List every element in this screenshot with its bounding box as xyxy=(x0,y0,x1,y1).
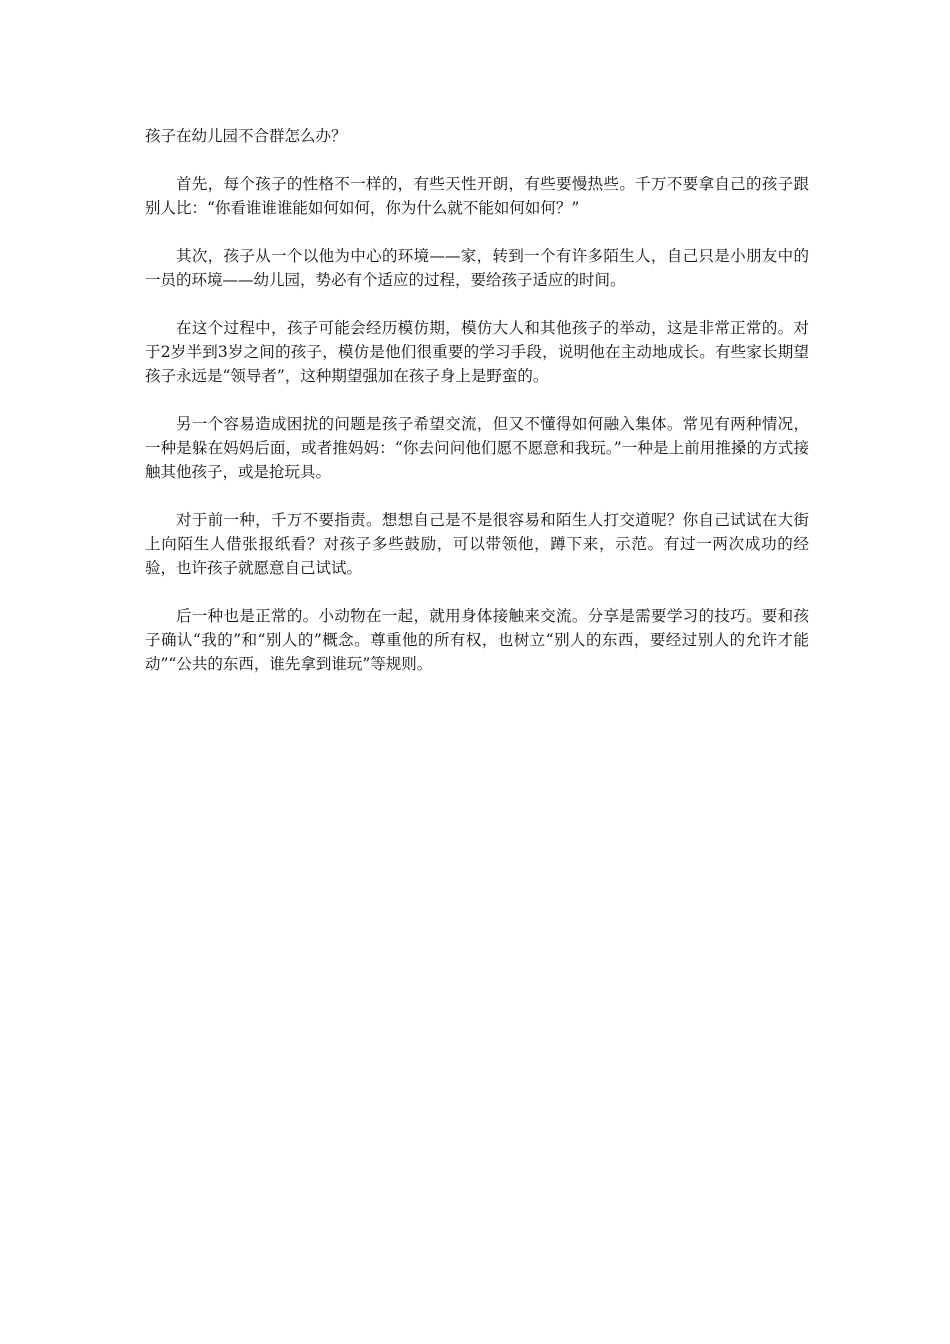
paragraph-3: 在这个过程中，孩子可能会经历模仿期，模仿大人和其他孩子的举动，这是非常正常的。对于2岁半到3岁之间的孩子，模仿是他们很重要的学习手段，说明他在主动地成长。有些家长期望孩子永远是“领导者”，这种期望强加在孩子身上是野蛮的。 xyxy=(145,319,809,385)
paragraph-6: 后一种也是正常的。小动物在一起，就用身体接触来交流。分享是需要学习的技巧。要和孩子确认“我的”和“别人的”概念。尊重他的所有权，也树立“别人的东西，要经过别人的允许才能动”“公共的东西，谁先拿到谁玩”等规则。 xyxy=(145,607,809,673)
paragraph-4: 另一个容易造成困扰的问题是孩子希望交流，但又不懂得如何融入集体。常见有两种情况，一种是躲在妈妈后面，或者推妈妈：“你去问问他们愿不愿意和我玩。”一种是上前用推搡的方式接触其他孩子，或是抢玩具。 xyxy=(145,415,809,481)
document-body xyxy=(145,124,809,700)
paragraph-5: 对于前一种，千万不要指责。想想自己是不是很容易和陌生人打交道呢？你自己试试在大街上向陌生人借张报纸看？对孩子多些鼓励，可以带领他，蹲下来，示范。有过一两次成功的经验，也许孩子就愿意自己试试。 xyxy=(145,511,809,577)
paragraph-2: 其次，孩子从一个以他为中心的环境——家，转到一个有许多陌生人，自己只是小朋友中的一员的环境——幼儿园，势必有个适应的过程，要给孩子适应的时间。 xyxy=(145,247,809,289)
paragraph-1: 首先，每个孩子的性格不一样的，有些天性开朗，有些要慢热些。千万不要拿自己的孩子跟别人比：“你看谁谁谁能如何如何，你为什么就不能如何如何？” xyxy=(145,175,809,217)
document-title: 孩子在幼儿园不合群怎么办？ xyxy=(145,127,347,145)
